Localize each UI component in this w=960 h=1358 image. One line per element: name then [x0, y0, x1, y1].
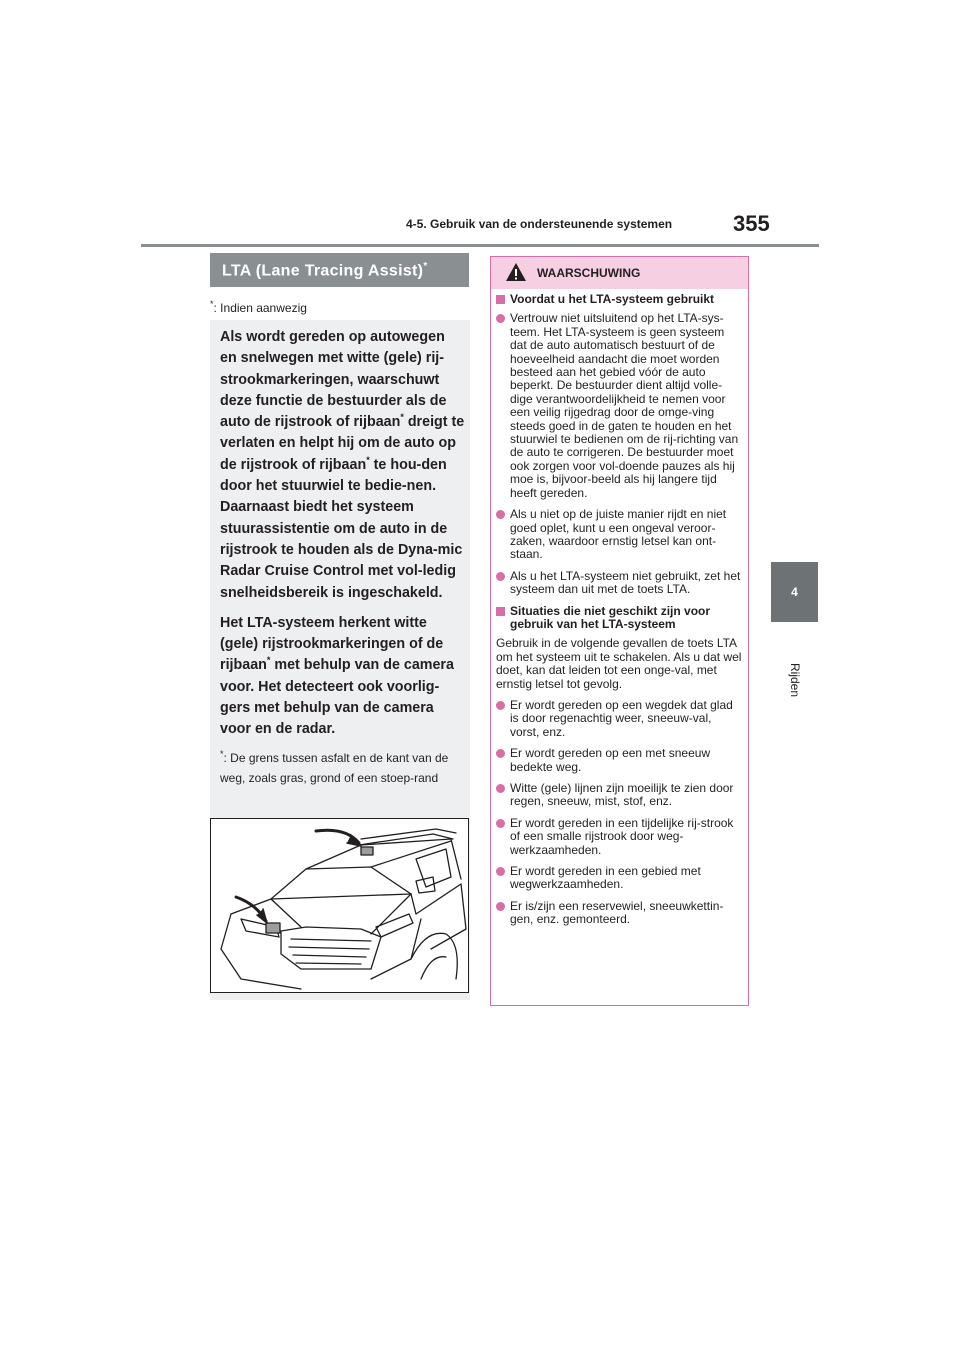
warning-bullet-text: Er wordt gereden in een gebied met wegwerkzaamheden.: [510, 864, 701, 892]
car-camera-radar-illustration: [211, 819, 468, 992]
warning-bullet: [496, 570, 744, 597]
warning-section-2-title: Situaties die niet geschikt zijn voor gebruik van het LTA-systeem: [510, 603, 711, 631]
warning-box: [490, 256, 749, 1006]
warning-bullet: [496, 312, 744, 500]
header-section-title: 4-5. Gebruik van de ondersteunende systemen: [406, 217, 673, 231]
header-divider: [141, 244, 819, 247]
warning-bullet-text: Als u het LTA-systeem niet gebruikt, zet het systeem dan uit met de toets LTA.: [510, 568, 741, 597]
warning-bullet: [496, 900, 744, 927]
car-illustration: [210, 818, 469, 993]
circle-bullet-icon: [496, 701, 505, 710]
warning-bullet-text: Witte (gele) lijnen zijn moeilijk te zien door regen, sneeuw, mist, stof, enz.: [510, 781, 734, 809]
section-title: LTA (Lane Tracing Assist): [222, 262, 424, 280]
circle-bullet-icon: [496, 749, 505, 758]
warning-section-2-text: Gebruik in de volgende gevallen de toets LTA om het systeem uit te schakelen. Als u dat wel doet, kan dat leiden tot een onge-val, met ernstig letsel tot gevolg.: [496, 636, 742, 691]
availability-mark: *: [210, 299, 214, 309]
warning-bullet-text: Als u niet op de juiste manier rijdt en niet goed oplet, kunt u een ongeval veroor-zaken, waardoor ernstig letsel kan ont-staan.: [510, 507, 727, 562]
circle-bullet-icon: [496, 784, 505, 793]
intro-paragraph-2: [220, 613, 465, 741]
square-bullet-icon: [496, 607, 505, 616]
circle-bullet-icon: [496, 572, 505, 581]
warning-bullet-text: Er wordt gereden in een tijdelijke rij-strook of een smalle rijstrook door weg-werkzaamheden.: [510, 815, 734, 857]
warning-bullet-text: Er is/zijn een reservewiel, sneeuwkettin-gen, enz. gemonteerd.: [510, 898, 724, 927]
availability-note: [210, 299, 307, 315]
chapter-label: Rijden: [788, 662, 802, 698]
intro-text: [220, 327, 465, 750]
footnote-mark: *: [220, 749, 224, 759]
intro-p1-a: Als wordt gereden op autowegen en snelwegen met witte (gele) rij-strookmarkeringen, waarschuwt deze functie de bestuurder als de auto de rijstrook of rijbaan: [220, 329, 447, 431]
circle-bullet-icon: [496, 314, 505, 323]
warning-bullet-text: Vertrouw niet uitsluitend op het LTA-sys-teem. Het LTA-systeem is geen systeem dat de auto automatisch bestuurt of de hoeveelheid aandacht die moet worden besteed aan het gebied vóór de auto beperkt. De bestuurder dient altijd volle-dige verantwoordelijkheid te nemen voor een veilig rijgedrag door de omge-ving steeds goed in de gaten te houden en het stuurwiel te bedienen om de rij-richting van de auto te corrigeren. De bestuurder moet ook zorgen voor vol-doende pauzes als hij moe is, bijvoor-beeld als hij langere tijd heeft gereden.: [510, 311, 739, 500]
warning-bullet: [496, 747, 744, 774]
warning-bullet-text: Er wordt gereden op een wegdek dat glad is door regenachtig weer, sneeuw-val, vorst, enz.: [510, 697, 733, 739]
warning-body: [496, 293, 744, 935]
intro-p2-mark: *: [266, 655, 271, 666]
circle-bullet-icon: [496, 902, 505, 911]
circle-bullet-icon: [496, 867, 505, 876]
warning-bullet: [496, 782, 744, 809]
intro-p1-mark2: *: [366, 455, 370, 466]
intro-p1-b: dreigt te verlaten en helpt hij om de auto op de rijstrook of rijbaan: [220, 414, 465, 473]
section-title-mark: *: [423, 261, 428, 272]
intro-p1-c: te hou-den door het stuurwiel te bedie-nen. Daarnaast biedt het systeem stuurassistentie om de auto in de rijstrook te houden als de Dyna-mic Radar Cruise Control met vol-ledig snelheidsbereik is ingeschakeld.: [220, 456, 463, 601]
circle-bullet-icon: [496, 510, 505, 519]
warning-header: [491, 257, 748, 289]
warning-bullet-text: Er wordt gereden op een met sneeuw bedekte weg.: [510, 746, 711, 774]
warning-bullet: [496, 699, 744, 739]
warning-section-2-heading: [496, 605, 744, 632]
intro-footnote: [220, 748, 465, 788]
section-heading: [210, 253, 469, 287]
warning-title: WAARSCHUWING: [537, 266, 641, 280]
warning-triangle-icon: [505, 262, 527, 282]
circle-bullet-icon: [496, 819, 505, 828]
warning-bullet: [496, 817, 744, 857]
warning-section-1-heading: [496, 293, 744, 306]
intro-paragraph-1: [220, 327, 465, 604]
chapter-number: 4: [791, 585, 798, 599]
page-number: 355: [733, 211, 770, 236]
square-bullet-icon: [496, 295, 505, 304]
availability-text: : Indien aanwezig: [213, 301, 307, 315]
warning-section-1-title: Voordat u het LTA-systeem gebruikt: [510, 292, 715, 306]
footnote-text: : De grens tussen asfalt en de kant van de weg, zoals gras, grond of een stoep-rand: [220, 751, 449, 785]
intro-p2-a: Het LTA-systeem herkent witte (gele) rijstrookmarkeringen of de rijbaan: [220, 614, 444, 674]
intro-p1-mark1: *: [400, 412, 404, 423]
chapter-label-wrap: [780, 650, 810, 710]
warning-bullet: [496, 508, 744, 562]
intro-p2-b: met behulp van de camera voor. Het detecteert ook voorlig-gers met behulp van de camera voor en de radar.: [220, 657, 454, 738]
warning-bullet: [496, 865, 744, 892]
